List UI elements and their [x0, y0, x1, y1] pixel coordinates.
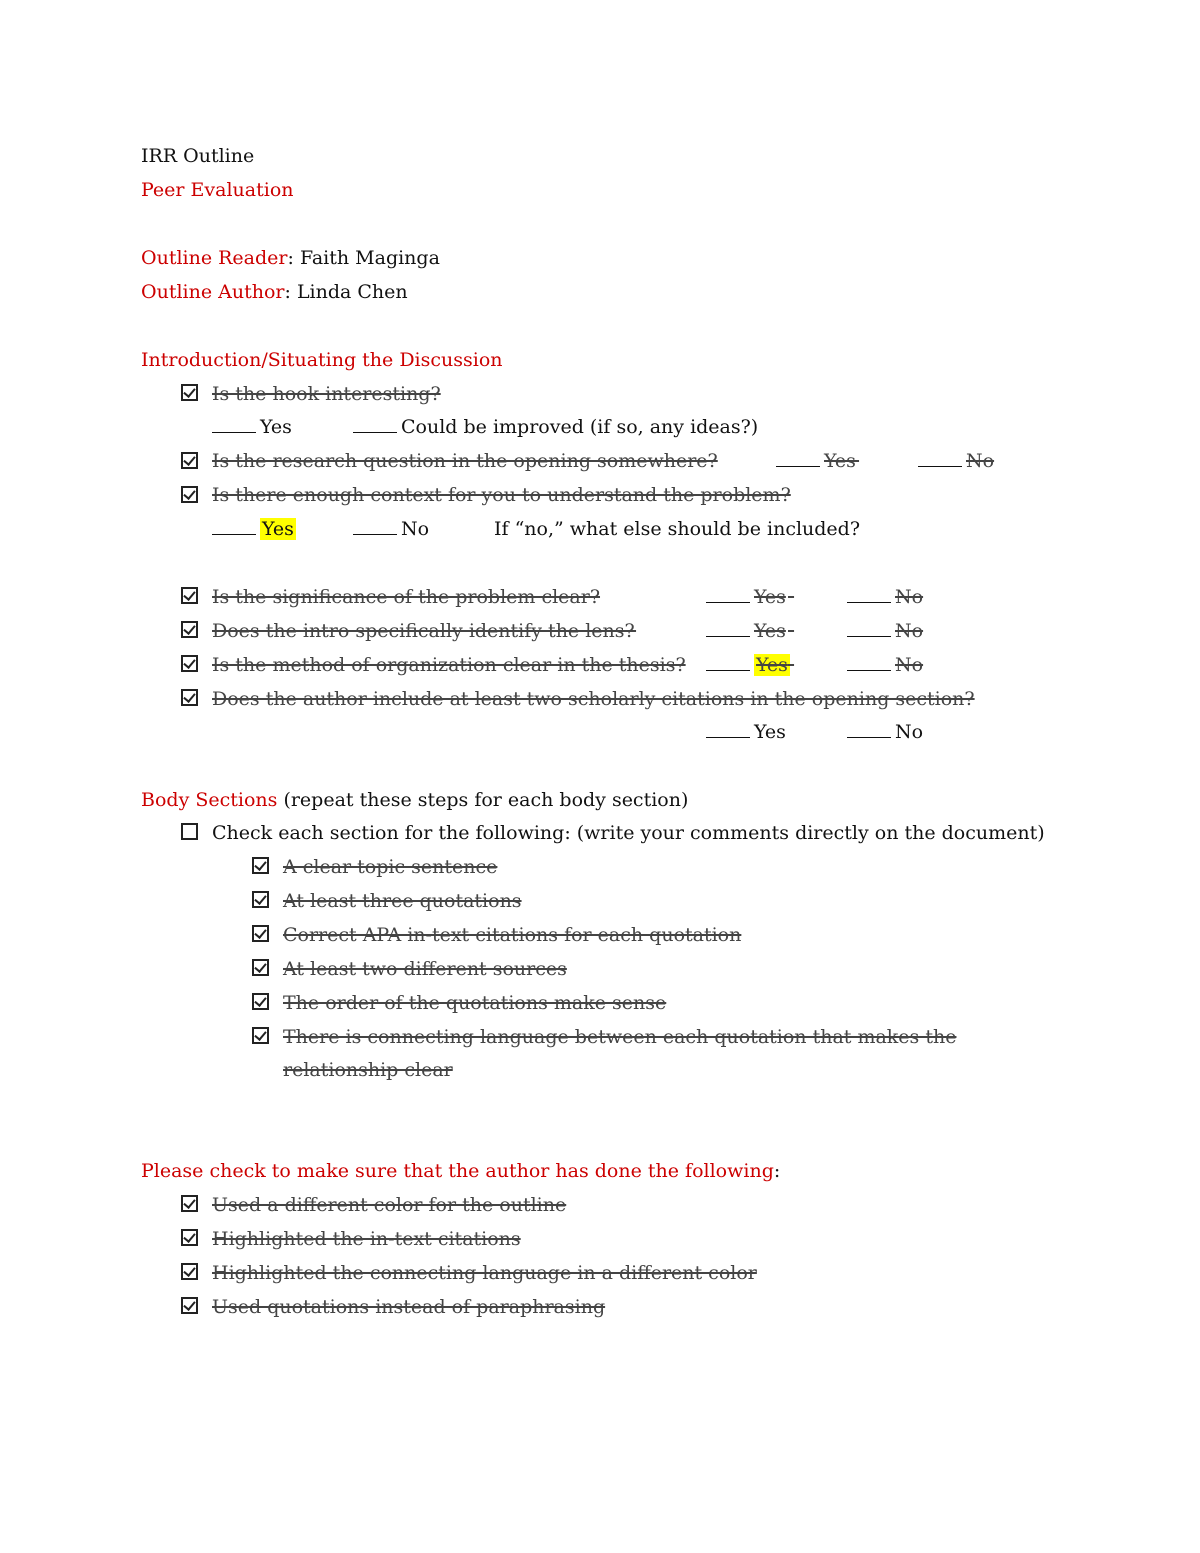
- checkmark-icon: [183, 690, 195, 703]
- answer-blank[interactable]: [706, 721, 750, 738]
- body-heading: [141, 788, 688, 812]
- question-hook: Is the hook interesting?: [212, 383, 441, 405]
- final-heading: Please check to make sure that the author has done the following:: [141, 1160, 781, 1182]
- reader-line: Outline Reader: Faith Maginga: [141, 247, 440, 269]
- research-no: [918, 449, 994, 473]
- final-item-quotations: Used quotations instead of paraphrasing: [212, 1296, 606, 1318]
- body-heading-note: (repeat these steps for each body section): [283, 789, 689, 811]
- significance-yes: [706, 585, 786, 609]
- checkmark-icon: [254, 926, 266, 939]
- document-subtitle: Peer Evaluation: [141, 179, 294, 201]
- citations-yes: [706, 720, 786, 744]
- question-context: Is there enough context for you to understand the problem?: [212, 484, 791, 506]
- answer-yes: Yes: [754, 586, 786, 608]
- author-name: Linda Chen: [296, 281, 408, 303]
- item-topic-sentence: A clear topic sentence: [283, 856, 498, 878]
- organization-yes: [706, 653, 790, 677]
- hook-answers: [212, 415, 292, 439]
- intro-heading: Introduction/Situating the Discussion: [141, 349, 503, 371]
- checkmark-icon: [183, 588, 195, 601]
- item-two-sources: At least two different sources: [283, 958, 567, 980]
- item-quotation-order: The order of the quotations make sense: [283, 992, 667, 1014]
- answer-yes: Yes: [754, 620, 786, 642]
- checkbox-organization[interactable]: [181, 655, 198, 672]
- answer-blank[interactable]: [847, 620, 891, 637]
- question-lens: Does the intro specifically identify the lens?: [212, 620, 635, 642]
- research-yes: [776, 449, 856, 473]
- answer-no: No: [401, 518, 430, 540]
- context-yes: [212, 517, 296, 541]
- answer-blank[interactable]: [847, 586, 891, 603]
- item-connecting-language-line2: relationship clear: [283, 1059, 453, 1081]
- checkbox-lens[interactable]: [181, 621, 198, 638]
- answer-blank[interactable]: [353, 518, 397, 535]
- citations-no: [847, 720, 923, 744]
- final-item-highlighted-citations: Highlighted the in-text citations: [212, 1228, 521, 1250]
- organization-no: [847, 653, 923, 677]
- checkbox-quotations-not-paraphrasing[interactable]: [181, 1297, 198, 1314]
- checkmark-icon: [183, 1298, 195, 1311]
- checkmark-icon: [254, 994, 266, 1007]
- checkbox-hook[interactable]: [181, 384, 198, 401]
- answer-blank[interactable]: [706, 654, 750, 671]
- connector-line: [788, 653, 848, 677]
- reader-label: Outline Reader: [141, 247, 288, 269]
- answer-yes: Yes: [824, 450, 856, 472]
- answer-no: No: [895, 654, 924, 676]
- answer-yes-highlighted: Yes: [756, 654, 788, 676]
- final-item-highlighted-connecting: Highlighted the connecting language in a different color: [212, 1262, 757, 1284]
- answer-blank[interactable]: [918, 450, 962, 467]
- answer-blank[interactable]: [212, 416, 256, 433]
- hook-improve: [353, 415, 758, 439]
- answer-blank[interactable]: [212, 518, 256, 535]
- check-each-section-text: Check each section for the following: (write your comments directly on the document): [212, 822, 1045, 844]
- checkmark-icon: [254, 892, 266, 905]
- checkmark-icon: [183, 656, 195, 669]
- reader-name: Faith Maginga: [299, 247, 440, 269]
- checkbox-highlighted-connecting[interactable]: [181, 1263, 198, 1280]
- answer-blank[interactable]: [847, 654, 891, 671]
- body-heading-label: Body Sections: [141, 789, 278, 811]
- question-significance: Is the significance of the problem clear?: [212, 586, 601, 608]
- connector-line: [590, 585, 706, 609]
- answer-blank[interactable]: [847, 721, 891, 738]
- context-no: [353, 517, 429, 541]
- checkbox-connecting-language[interactable]: [252, 1027, 269, 1044]
- checkmark-icon: [183, 385, 195, 398]
- checkmark-icon: [183, 1264, 195, 1277]
- answer-no: No: [895, 586, 924, 608]
- checkbox-three-quotations[interactable]: [252, 891, 269, 908]
- checkmark-icon: [254, 1028, 266, 1041]
- connector-line: [788, 619, 848, 643]
- checkmark-icon: [183, 1196, 195, 1209]
- document-title: IRR Outline: [141, 145, 255, 167]
- item-three-quotations: At least three quotations: [283, 890, 522, 912]
- lens-yes: [706, 619, 786, 643]
- significance-no: [847, 585, 923, 609]
- checkbox-different-color[interactable]: [181, 1195, 198, 1212]
- context-followup: If “no,” what else should be included?: [494, 518, 861, 540]
- checkmark-icon: [254, 960, 266, 973]
- checkmark-icon: [183, 1230, 195, 1243]
- checkbox-citations[interactable]: [181, 689, 198, 706]
- question-citations: Does the author include at least two scholarly citations in the opening section?: [212, 688, 975, 710]
- answer-no: No: [895, 620, 924, 642]
- checkbox-context[interactable]: [181, 486, 198, 503]
- answer-blank[interactable]: [776, 450, 820, 467]
- checkmark-icon: [183, 453, 195, 466]
- checkbox-significance[interactable]: [181, 587, 198, 604]
- answer-no: No: [895, 721, 924, 743]
- answer-yes-highlighted: Yes: [262, 518, 294, 540]
- answer-blank[interactable]: [706, 586, 750, 603]
- answer-blank[interactable]: [706, 620, 750, 637]
- connector-line: [630, 619, 706, 643]
- connector-line: [788, 585, 848, 609]
- lens-no: [847, 619, 923, 643]
- checkbox-two-sources[interactable]: [252, 959, 269, 976]
- checkbox-highlighted-citations[interactable]: [181, 1229, 198, 1246]
- final-item-different-color: Used a different color for the outline: [212, 1194, 567, 1216]
- checkmark-icon: [183, 622, 195, 635]
- answer-no: No: [966, 450, 995, 472]
- checkbox-research-question[interactable]: [181, 452, 198, 469]
- item-connecting-language-line1: There is connecting language between each quotation that makes the: [283, 1026, 957, 1048]
- answer-yes: Yes: [754, 721, 786, 743]
- checkmark-icon: [183, 487, 195, 500]
- item-apa-citations: Correct APA in-text citations for each quotation: [283, 924, 742, 946]
- final-heading-label: Please check to make sure that the author has done the following: [141, 1160, 774, 1182]
- answer-blank[interactable]: [353, 416, 397, 433]
- checkbox-check-each-section[interactable]: [181, 823, 198, 840]
- answer-improve: Could be improved (if so, any ideas?): [401, 416, 759, 438]
- checkmark-icon: [254, 858, 266, 871]
- checkbox-quotation-order[interactable]: [252, 993, 269, 1010]
- author-label: Outline Author: [141, 281, 285, 303]
- checkbox-apa-citations[interactable]: [252, 925, 269, 942]
- answer-yes: Yes: [260, 416, 292, 438]
- checkbox-topic-sentence[interactable]: [252, 857, 269, 874]
- author-line: Outline Author: Linda Chen: [141, 281, 408, 303]
- question-organization: Is the method of organization clear in the thesis?: [212, 654, 686, 676]
- question-research: Is the research question in the opening somewhere?: [212, 450, 718, 472]
